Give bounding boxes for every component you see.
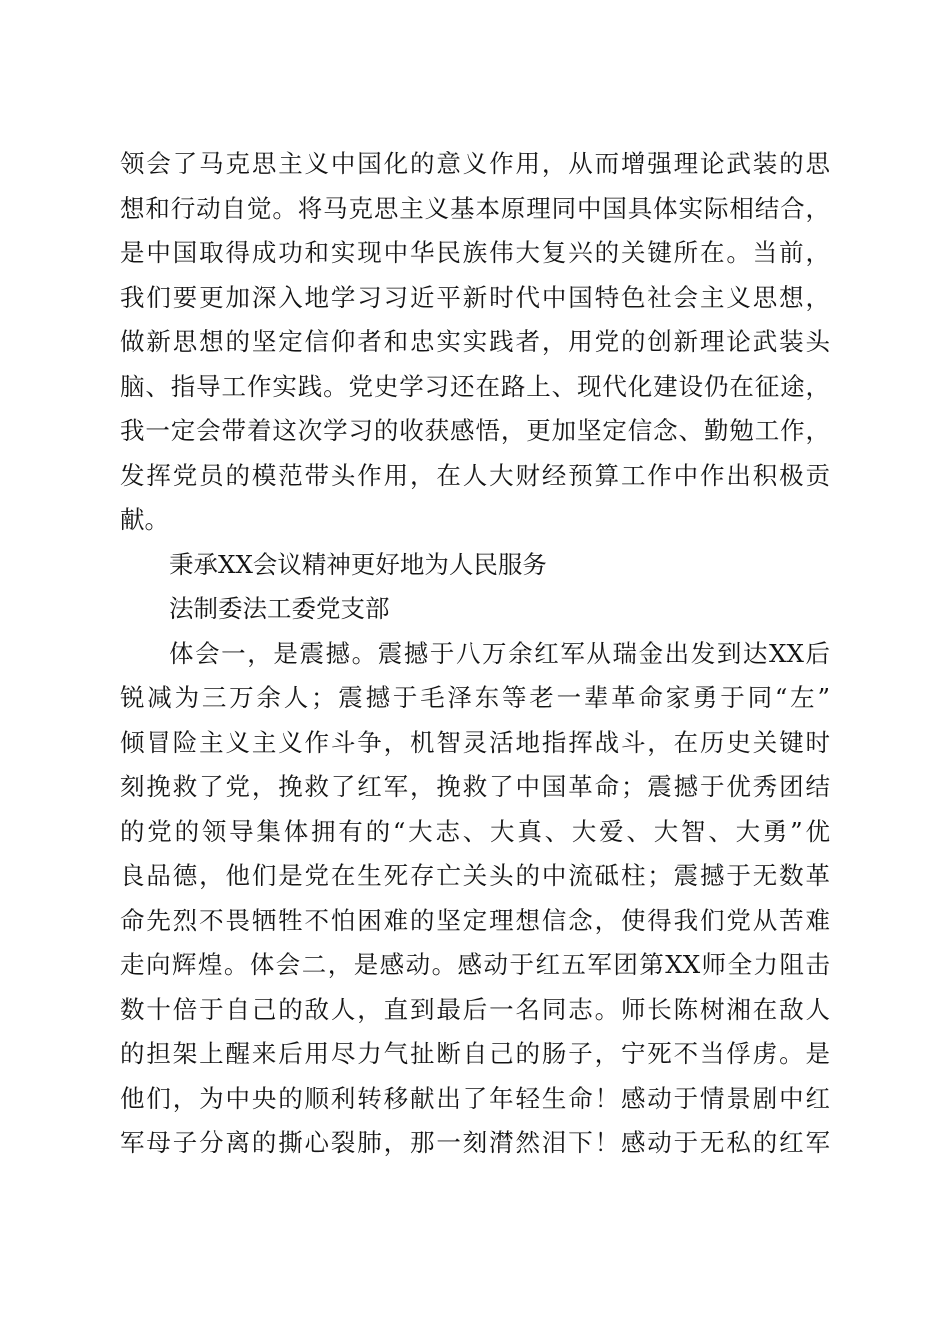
body-text-line: 数十倍于自己的敌人，直到最后一名同志。师长陈树湘在敌人 [120,994,830,1024]
body-text-line: 倾冒险主义主义作斗争，机智灵活地指挥战斗，在历史关键时 [120,727,830,757]
body-text-line: 军母子分离的撕心裂肺，那一刻潸然泪下！感动于无私的红军 [120,1128,830,1157]
body-text-line: 锐减为三万余人；震撼于毛泽东等老一辈革命家勇于同“左” [120,683,830,712]
body-text-line: 体会一，是震撼。震撼于八万余红军从瑞金出发到达XX后 [169,638,830,668]
paragraph-reflection-conclusion [120,142,830,543]
body-text-line: 发挥党员的模范带头作用，在人大财经预算工作中作出积极贡 [120,460,830,490]
section-author: 法制委法工委党支部 [169,594,390,623]
body-text-line: 走向辉煌。体会二，是感动。感动于红五军团第XX师全力阻击 [120,950,830,979]
body-text-line: 我们要更加深入地学习习近平新时代中国特色社会主义思想， [120,282,830,312]
body-text-line: 我一定会带着这次学习的收获感悟，更加坚定信念、勤勉工作， [120,416,830,445]
body-text-line: 献。 [120,505,169,534]
body-text-line: 脑、指导工作实践。党史学习还在路上、现代化建设仍在征途， [120,371,830,401]
body-text-line: 领会了马克思主义中国化的意义作用，从而增强理论武装的思 [120,149,830,178]
body-text-line: 做新思想的坚定信仰者和忠实实践者，用党的创新理论武装头 [120,327,830,356]
document-body [120,142,830,1166]
body-text-line: 刻挽救了党，挽救了红军，挽救了中国革命；震撼于优秀团结 [120,772,830,801]
body-text-line: 想和行动自觉。将马克思主义基本原理同中国具体实际相结合， [120,193,830,223]
paragraph-experience [120,632,830,1166]
body-text-line: 良品德，他们是党在生死存亡关头的中流砥柱；震撼于无数革 [120,861,830,890]
body-text-line: 命先烈不畏牺牲不怕困难的坚定理想信念，使得我们党从苦难 [120,905,830,935]
body-text-line: 是中国取得成功和实现中华民族伟大复兴的关键所在。当前， [120,238,830,267]
body-text-line: 他们，为中央的顺利转移献出了年轻生命！感动于情景剧中红 [120,1083,830,1113]
body-text-line: 的担架上醒来后用尽力气扯断自己的肠子，宁死不当俘虏。是 [120,1039,830,1068]
body-text-line: 的党的领导集体拥有的“大志、大真、大爱、大智、大勇”优 [120,816,830,846]
section-title: 秉承XX会议精神更好地为人民服务 [169,549,547,579]
